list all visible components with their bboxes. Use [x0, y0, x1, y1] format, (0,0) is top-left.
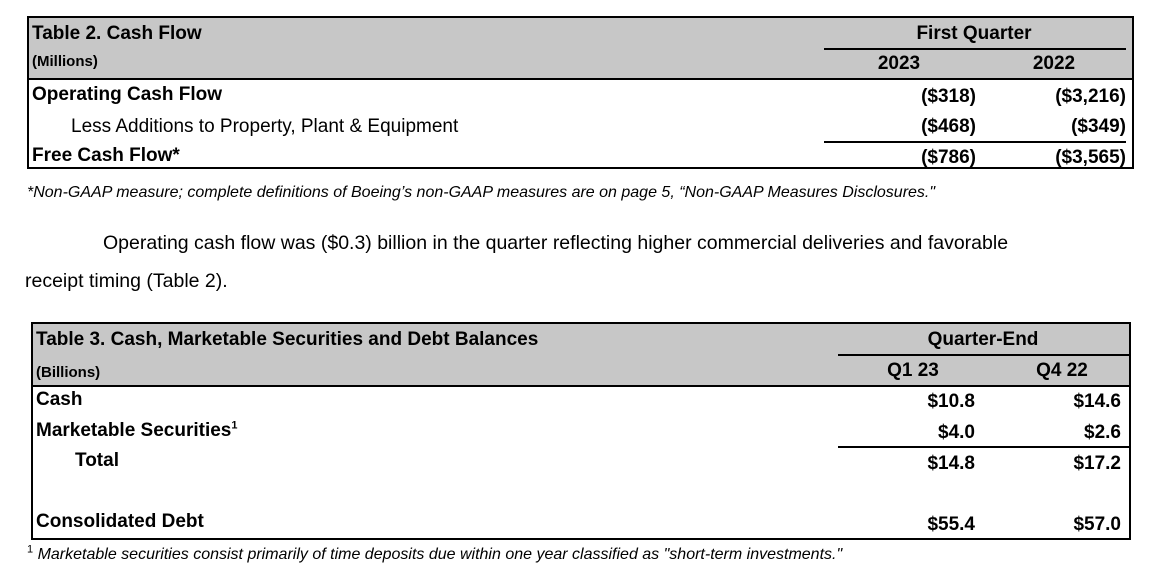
- row-label: Total: [75, 450, 119, 471]
- footnote-text: Marketable securities consist primarily of time deposits due within one year classified as "short-term investments.": [37, 546, 843, 563]
- table-footnote: *Non-GAAP measure; complete definitions of Boeing’s non-GAAP measures are on page 5, “Non-GAAP Measures Disclosures.": [27, 184, 936, 201]
- table-title: Table 2. Cash Flow: [32, 23, 202, 44]
- footnote-marker: 1: [27, 543, 34, 556]
- header-underline: [824, 48, 1126, 50]
- column-header-2023: 2023: [877, 53, 921, 74]
- subtotal-rule: [838, 446, 1131, 448]
- table-units: (Millions): [32, 53, 98, 70]
- table-title: Table 3. Cash, Marketable Securities and Debt Balances: [36, 329, 539, 350]
- header-bottom-rule: [29, 78, 1132, 80]
- row-label: Less Additions to Property, Plant & Equipment: [71, 116, 459, 137]
- row-label: Free Cash Flow*: [32, 145, 180, 166]
- row-value: $57.0: [1073, 514, 1121, 535]
- row-value: $4.0: [938, 422, 975, 443]
- row-value: $14.8: [927, 453, 975, 474]
- paragraph-line: receipt timing (Table 2).: [25, 270, 228, 292]
- table-footnote: [27, 543, 843, 564]
- column-group-header: First Quarter: [916, 23, 1032, 44]
- cash-flow-table: [27, 16, 1134, 169]
- body-paragraph: [25, 224, 1135, 300]
- cash-securities-debt-table: [31, 322, 1131, 540]
- row-value: ($349): [1071, 116, 1126, 137]
- row-value: $10.8: [927, 391, 975, 412]
- subtotal-rule: [824, 141, 1126, 143]
- row-label: Operating Cash Flow: [32, 84, 223, 105]
- table-units: (Billions): [36, 364, 101, 381]
- row-label: Consolidated Debt: [36, 511, 204, 532]
- row-label-text: Marketable Securities: [36, 420, 232, 441]
- header-bottom-rule: [33, 385, 1129, 387]
- row-value: ($3,216): [1055, 86, 1126, 107]
- header-underline: [838, 354, 1131, 356]
- row-value: $2.6: [1084, 422, 1121, 443]
- row-value: ($468): [921, 116, 976, 137]
- column-header-q1-23: Q1 23: [887, 360, 939, 381]
- column-header-q4-22: Q4 22: [1036, 360, 1088, 381]
- row-value: ($3,565): [1055, 147, 1126, 168]
- row-value: $14.6: [1073, 391, 1121, 412]
- row-value: ($318): [921, 86, 976, 107]
- column-header-2022: 2022: [1032, 53, 1076, 74]
- footnote-marker: 1: [231, 419, 238, 432]
- paragraph-line: Operating cash flow was ($0.3) billion in the quarter reflecting higher commercial deliveries and favorable: [103, 232, 1009, 254]
- column-group-header: Quarter-End: [927, 329, 1039, 350]
- row-value: $55.4: [927, 514, 975, 535]
- row-label: [36, 420, 238, 442]
- row-label: Cash: [36, 389, 83, 410]
- row-value: $17.2: [1073, 453, 1121, 474]
- row-value: ($786): [921, 147, 976, 168]
